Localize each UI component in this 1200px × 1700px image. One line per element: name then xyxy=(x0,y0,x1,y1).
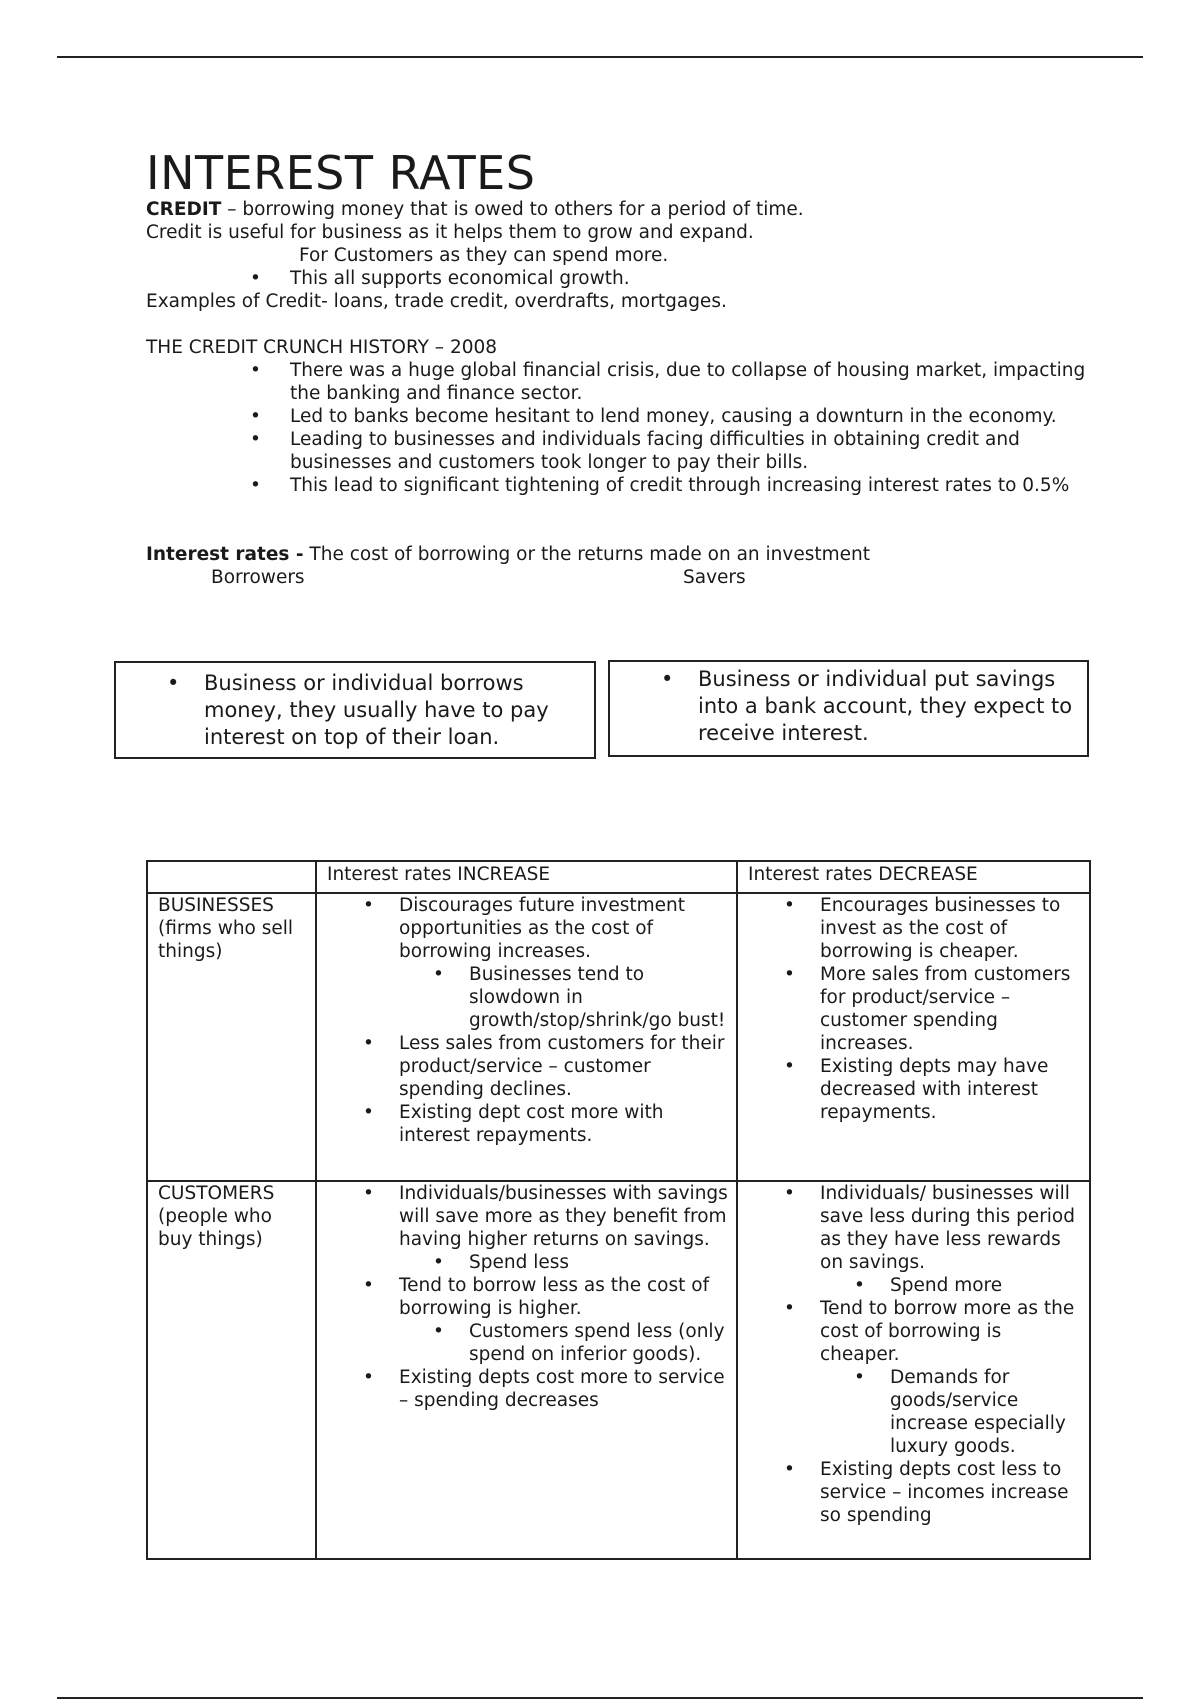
row-label-businesses: BUSINESSES (firms who sell things) xyxy=(147,893,316,1181)
list-item: • Demands for goods/service increase especially luxury goods. xyxy=(890,1366,1081,1458)
list-item: • Business or individual put savings into a bank account, they expect to receive interest. xyxy=(698,666,1077,747)
borrowers-box xyxy=(114,661,596,759)
list-item: • Existing depts cost more to service – spending decreases xyxy=(399,1366,728,1412)
savers-label: Savers xyxy=(683,567,746,588)
top-rule xyxy=(57,56,1143,58)
businesses-decrease-cell xyxy=(737,893,1090,1181)
table-header-cell: Interest rates INCREASE xyxy=(316,861,737,893)
list-item: • Tend to borrow more as the cost of borrowing is cheaper. • Demands for goods/service increase especially luxury goods. xyxy=(820,1297,1081,1458)
credit-line-business: Credit is useful for business as it helps them to grow and expand. xyxy=(146,222,754,243)
crunch-bullets xyxy=(146,359,1106,497)
list-item: • Businesses tend to slowdown in growth/stop/shrink/go bust! xyxy=(469,963,728,1032)
list-item: • Led to banks become hesitant to lend money, causing a downturn in the economy. xyxy=(290,405,1106,428)
credit-bullets xyxy=(146,267,1106,290)
borrowers-label: Borrowers xyxy=(211,567,305,588)
customers-decrease-cell xyxy=(737,1181,1090,1559)
list-item: • Customers spend less (only spend on inferior goods). xyxy=(469,1320,728,1366)
list-item: • Tend to borrow less as the cost of borrowing is higher. • Customers spend less (only spend on inferior goods). xyxy=(399,1274,728,1366)
interest-term: Interest rates - xyxy=(146,544,304,565)
customers-increase-cell xyxy=(316,1181,737,1559)
borrowers-savers-boxes xyxy=(114,660,1089,760)
table-header-row xyxy=(147,861,1090,893)
list-item: • Discourages future investment opportunities as the cost of borrowing increases. • Businesses tend to slowdown in growth/stop/shrink/go bust! xyxy=(399,894,728,1032)
list-item: • Encourages businesses to invest as the cost of borrowing is cheaper. xyxy=(820,894,1081,963)
bottom-rule xyxy=(57,1697,1143,1699)
table-row xyxy=(147,893,1090,1181)
list-item: • Spend more xyxy=(890,1274,1081,1297)
table-header-cell xyxy=(147,861,316,893)
list-item: • Individuals/businesses with savings will save more as they benefit from having higher returns on savings. • Spend less xyxy=(399,1182,728,1274)
interest-effects-table xyxy=(146,860,1091,1560)
credit-line-customers: For Customers as they can spend more. xyxy=(299,245,669,266)
list-item: • There was a huge global financial crisis, due to collapse of housing market, impacting the banking and finance sector. xyxy=(290,359,1106,405)
credit-examples: Examples of Credit- loans, trade credit, overdrafts, mortgages. xyxy=(146,291,727,312)
list-item: • Business or individual borrows money, they usually have to pay interest on top of their loan. xyxy=(204,670,584,751)
list-item: • Spend less xyxy=(469,1251,728,1274)
list-item: • Individuals/ businesses will save less during this period as they have less rewards on savings. • Spend more xyxy=(820,1182,1081,1297)
list-item: • Less sales from customers for their product/service – customer spending declines. xyxy=(399,1032,728,1101)
list-item: • Existing dept cost more with interest repayments. xyxy=(399,1101,728,1147)
savers-box xyxy=(608,660,1089,757)
list-item: • Existing depts may have decreased with interest repayments. xyxy=(820,1055,1081,1124)
interest-definition: Interest rates - The cost of borrowing or the returns made on an investment xyxy=(146,544,871,565)
businesses-increase-cell xyxy=(316,893,737,1181)
page-body xyxy=(146,146,1106,590)
crunch-heading: THE CREDIT CRUNCH HISTORY – 2008 xyxy=(146,337,498,358)
list-item: • This all supports economical growth. xyxy=(290,267,1106,290)
row-label-customers: CUSTOMERS (people who buy things) xyxy=(147,1181,316,1559)
list-item: • More sales from customers for product/service – customer spending increases. xyxy=(820,963,1081,1055)
page-title: INTEREST RATES xyxy=(146,146,536,200)
table-row xyxy=(147,1181,1090,1559)
list-item: • Existing depts cost less to service – incomes increase so spending xyxy=(820,1458,1081,1527)
table-header-cell: Interest rates DECREASE xyxy=(737,861,1090,893)
credit-term: CREDIT xyxy=(146,199,222,220)
credit-definition: CREDIT – borrowing money that is owed to others for a period of time. xyxy=(146,199,804,220)
list-item: • This lead to significant tightening of credit through increasing interest rates to 0.5% xyxy=(290,474,1106,497)
borrowers-savers-labels xyxy=(146,566,1106,590)
list-item: • Leading to businesses and individuals facing difficulties in obtaining credit and businesses and customers took longer to pay their bills. xyxy=(290,428,1106,474)
